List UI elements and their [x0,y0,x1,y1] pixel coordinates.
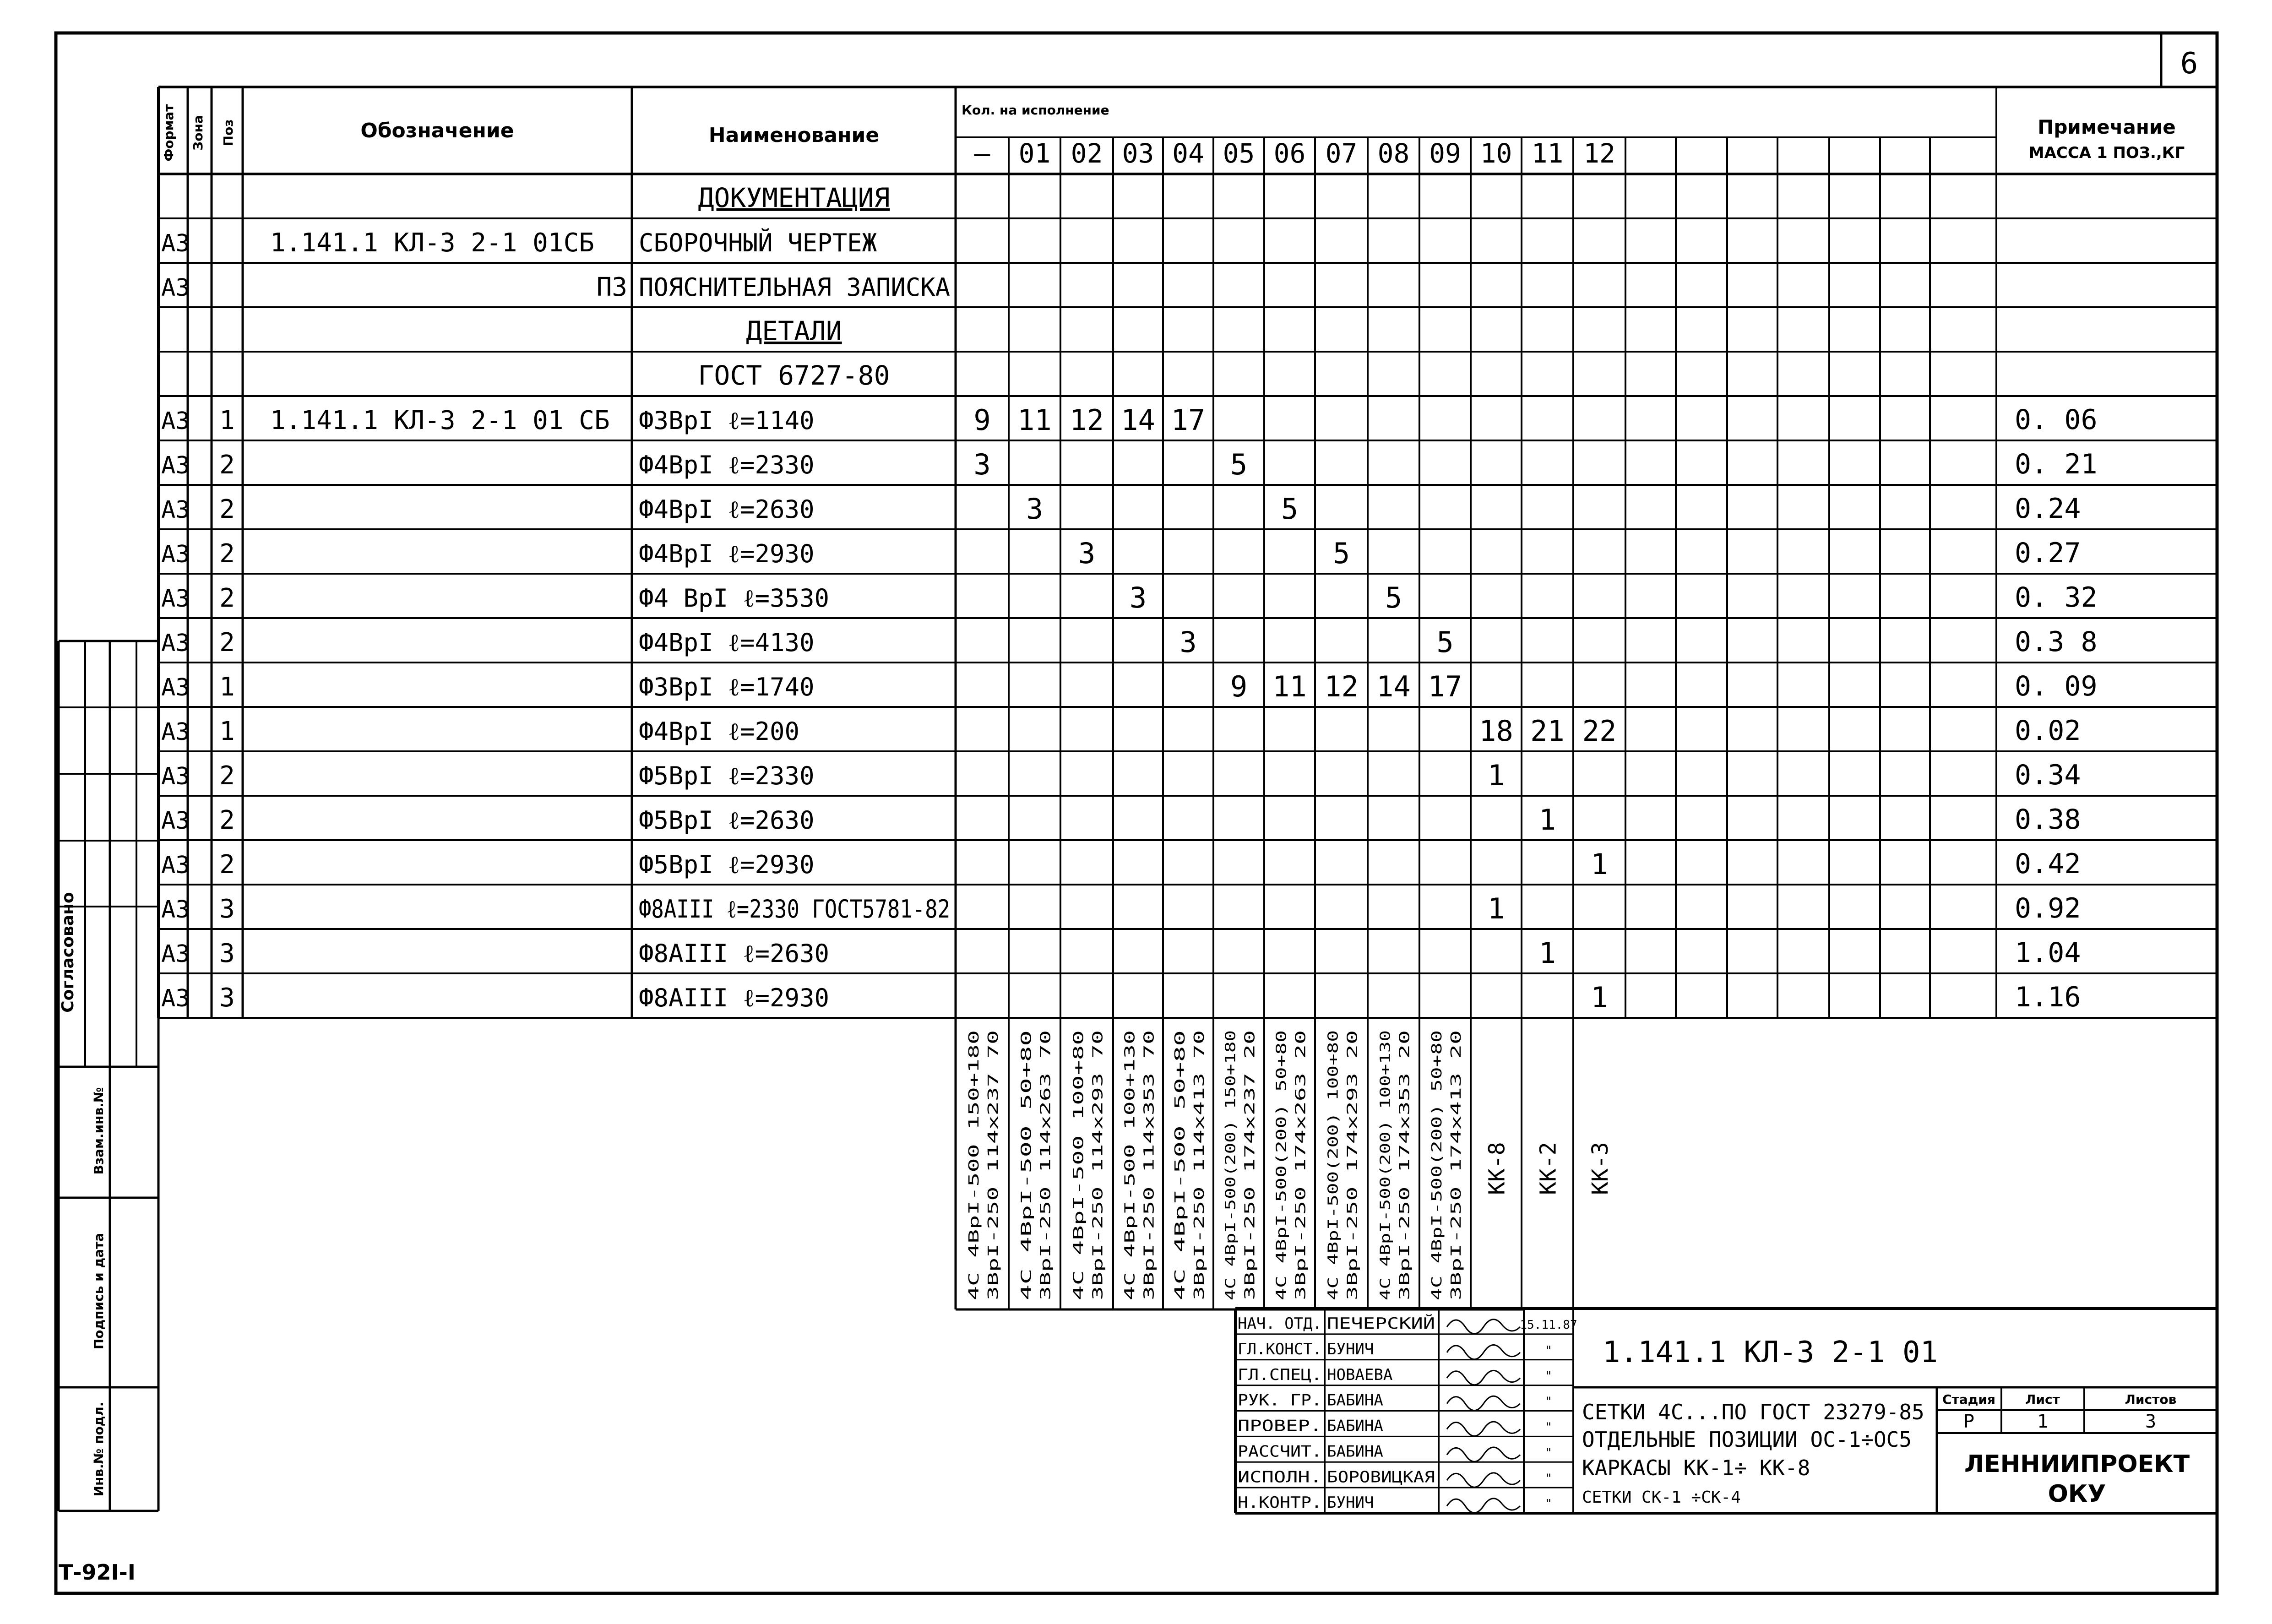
stage-value: Р [1963,1411,1975,1432]
row-name: Ф4ВрI ℓ=4130 [639,628,815,657]
row-qty: 1 [1591,981,1608,1014]
row-name: Ф4ВрI ℓ=200 [639,717,799,746]
row-note: 0.92 [2015,892,2081,924]
row-pos: 3 [219,939,235,968]
organization-name: ЛЕННИИПРОЕКТ [1964,1450,2190,1478]
sheet-number: 6 [2180,47,2198,81]
variant-label-name: КК-2 [1535,1142,1561,1195]
header-zone: Зона [190,115,206,151]
row-qty: 3 [1026,492,1044,526]
row-qty: 22 [1582,714,1617,748]
signature-name: БОРОВИЦКАЯ [1327,1468,1435,1487]
variant-label-line2: 3ВрI-250 174x237 20 [1242,1143,1258,1300]
row-qty: 9 [973,403,991,437]
row-qty: 1 [1591,847,1608,881]
row-name: Ф8АIII ℓ=2930 [639,983,829,1012]
row-qty: 12 [1070,403,1104,437]
row-qty: 21 [1530,714,1565,748]
row-name: Ф4ВрI ℓ=2630 [639,495,815,524]
row-format: А3 [161,585,190,613]
variant-label-line2: 3ВрI-250 174x353 20 [1397,1143,1413,1300]
variant-label-line2: 3ВрI-250 114x293 70 [1090,1143,1106,1300]
signature-date: " [1545,1420,1552,1434]
row-pos: 2 [219,494,235,524]
signature-scribble [1447,1345,1520,1359]
header-variant-8: 08 [1377,138,1410,169]
signature-scribble [1447,1320,1520,1334]
row-note: 1.04 [2015,937,2081,969]
row-format: А3 [161,230,190,257]
variant-label-line2: 3ВрI-250 114x263 70 [1038,1143,1054,1300]
row-format: А3 [161,940,190,968]
row-format: А3 [161,763,190,790]
header-variant-6: 06 [1273,138,1306,169]
header-format: Формат [161,104,176,162]
header-note-sub: МАССА 1 ПОЗ.,КГ [2028,144,2185,162]
signature-date: 15.11.87 [1520,1318,1577,1332]
side-inv-orig-label: Инв.№ подл. [91,1401,106,1497]
signature-name: НОВАЕВА [1327,1365,1393,1384]
variant-label-line1: 4С 4ВрI-500 150+180 [966,1143,982,1300]
row-format: А3 [161,407,190,435]
drawing-code: Т-92I-I [59,1560,136,1585]
row-designation: 1.141.1 КЛ-3 2-1 01СБ [270,228,595,258]
row-section-title: ГОСТ 6727-80 [698,360,890,391]
row-qty: 5 [1332,537,1350,570]
row-name: Ф8АIII ℓ=2330 ГОСТ5781-82 [639,895,950,923]
header-variant-9: 09 [1429,138,1461,169]
variant-label-line2: 3ВрI-250 114x353 70 [1141,1143,1158,1300]
header-variant-1: 01 [1018,138,1051,169]
signature-role: Н.КОНТР. [1238,1494,1322,1512]
signature-role: ГЛ.СПЕЦ. [1238,1365,1322,1384]
row-name: Ф4 ВрI ℓ=3530 [639,584,829,613]
row-pos: 2 [219,761,235,791]
signature-date: " [1545,1369,1552,1383]
row-designation: 1.141.1 КЛ-3 2-1 01 СБ [270,406,610,435]
header-variant-0: — [974,138,990,169]
row-note: 0.24 [2015,493,2081,525]
signature-role: ИСПОЛН. [1238,1468,1322,1487]
row-qty: 3 [1078,537,1096,570]
document-code: 1.141.1 КЛ-3 2-1 01 [1603,1336,1938,1369]
title-line: СЕТКИ СК-1 ÷СК-4 [1582,1488,1741,1507]
signature-name: БУНИЧ [1327,1340,1374,1358]
header-variant-11: 11 [1531,138,1564,169]
row-format: А3 [161,630,190,657]
row-qty: 3 [1129,581,1147,614]
header-variant-12: 12 [1583,138,1615,169]
variant-label-line1: 4С 4ВрI-500 50+80 [1018,1159,1035,1300]
row-format: А3 [161,274,190,302]
row-note: 0. 09 [2015,670,2098,702]
row-designation-code: ПЗ [596,272,627,302]
row-note: 1.16 [2015,981,2081,1013]
variant-label-line1: 4С 4ВрI-500(200) 50+80 [1273,1118,1290,1300]
row-note: 0. 21 [2015,448,2098,480]
row-format: А3 [161,807,190,835]
side-agreed-label: Согласовано [59,892,77,1013]
row-pos: 2 [219,805,235,835]
variant-label-name: КК-3 [1587,1142,1613,1195]
row-format: А3 [161,674,190,701]
side-sign-date-label: Подпись и дата [91,1233,106,1350]
row-format: А3 [161,452,190,479]
row-pos: 1 [219,672,235,702]
row-pos: 2 [219,628,235,657]
sheets-label: Листов [2125,1392,2177,1407]
title-line: КАРКАСЫ КК-1÷ КК-8 [1582,1456,1810,1480]
row-pos: 1 [219,406,235,435]
row-name: ПОЯСНИТЕЛЬНАЯ ЗАПИСКА [639,273,950,302]
row-note: 0.34 [2015,759,2081,791]
variant-label-line2: 3ВрI-250 114x237 70 [985,1143,1001,1300]
signature-role: НАЧ. ОТД. [1238,1314,1322,1333]
row-qty: 1 [1487,892,1505,925]
row-note: 0.27 [2015,537,2081,569]
signature-role: ПРОВЕР. [1238,1417,1322,1435]
variant-label-name: КК-8 [1484,1142,1510,1195]
variant-label-line1: 4С 4ВрI-500 50+80 [1172,1159,1188,1300]
organization-dept: ОКУ [2048,1480,2106,1508]
signature-date: " [1545,1395,1552,1409]
header-note: Примечание [2038,116,2176,138]
row-qty: 3 [1179,625,1197,659]
row-name: Ф3ВрI ℓ=1140 [639,406,815,435]
row-qty: 5 [1436,625,1454,659]
row-pos: 1 [219,717,235,746]
header-variant-3: 03 [1122,138,1154,169]
row-name: Ф5ВрI ℓ=2930 [639,850,815,879]
header-qty-group: Кол. на исполнение [962,103,1109,118]
row-qty: 1 [1487,759,1505,792]
row-pos: 3 [219,983,235,1013]
signature-date: " [1545,1343,1552,1358]
variant-label-line1: 4С 4ВрI-500 100+130 [1122,1143,1138,1300]
variant-label-line2: 3ВрI-250 174x293 20 [1344,1143,1361,1300]
header-designation: Обозначение [360,119,514,142]
row-note: 0.38 [2015,804,2081,836]
row-qty: 3 [973,448,991,481]
row-qty: 5 [1281,492,1299,526]
variant-label-line1: 4С 4ВрI-500(200) 100+80 [1325,1110,1342,1300]
row-qty: 17 [1428,670,1462,703]
title-line: СЕТКИ 4С...ПО ГОСТ 23279-85 [1582,1400,1924,1424]
stage-label: Стадия [1942,1392,1995,1407]
header-name: Наименование [708,124,880,147]
side-swap-inv-label: Взам.инв.№ [91,1087,106,1175]
row-qty: 11 [1272,670,1307,703]
variant-label-line2: 3ВрI-250 114x413 70 [1191,1143,1207,1300]
variant-label-line1: 4С 4ВрI-500(200) 150+180 [1223,1102,1239,1300]
header-variant-7: 07 [1325,138,1358,169]
row-format: А3 [161,852,190,879]
row-qty: 14 [1121,403,1155,437]
signature-date: " [1545,1446,1552,1460]
row-qty: 12 [1324,670,1359,703]
signature-scribble [1447,1370,1520,1385]
row-qty: 17 [1171,403,1206,437]
signature-name: ПЕЧЕРСКИЙ [1327,1314,1412,1333]
row-pos: 2 [219,583,235,613]
header-variant-2: 02 [1071,138,1103,169]
signature-role: ГЛ.КОНСТ. [1238,1340,1322,1358]
signature-name: БАБИНА [1327,1417,1383,1435]
header-pos: Поз [221,119,236,147]
row-pos: 2 [219,450,235,480]
row-section-title: ДОКУМЕНТАЦИЯ [698,182,890,213]
signature-role: РАССЧИТ. [1238,1442,1322,1461]
row-format: А3 [161,718,190,746]
sheet-label: Лист [2025,1392,2060,1407]
row-qty: 11 [1017,403,1052,437]
variant-label-line2: 3ВрI-250 174x413 20 [1448,1143,1464,1300]
signature-scribble [1447,1473,1520,1487]
variant-label-line1: 4С 4ВрI-500 100+80 [1071,1151,1087,1300]
row-name: Ф4ВрI ℓ=2330 [639,451,815,479]
variant-label-line1: 4С 4ВрI-500(200) 50+80 [1429,1118,1445,1300]
row-qty: 1 [1538,803,1556,836]
row-pos: 2 [219,850,235,880]
signature-role: РУК. ГР. [1238,1391,1322,1410]
signature-scribble [1447,1396,1520,1410]
row-section-title: ДЕТАЛИ [746,315,842,347]
row-format: А3 [161,985,190,1012]
row-qty: 1 [1538,936,1556,970]
row-name: СБОРОЧНЫЙ ЧЕРТЕЖ [639,228,877,257]
row-note: 0.42 [2015,848,2081,880]
header-variant-5: 05 [1223,138,1255,169]
header-variant-10: 10 [1480,138,1512,169]
row-name: Ф4ВрI ℓ=2930 [639,539,815,568]
row-name: Ф5ВрI ℓ=2630 [639,806,815,835]
row-name: Ф3ВрI ℓ=1740 [639,673,815,701]
row-name: Ф5ВрI ℓ=2330 [639,761,815,790]
row-qty: 5 [1385,581,1402,614]
title-line: ОТДЕЛЬНЫЕ ПОЗИЦИИ ОС-1÷ОС5 [1582,1427,1912,1452]
row-qty: 9 [1230,670,1248,703]
row-format: А3 [161,896,190,923]
row-name: Ф8АIII ℓ=2630 [639,939,829,968]
signature-date: " [1545,1472,1552,1486]
signature-date: " [1545,1497,1552,1511]
row-note: 0. 06 [2015,404,2098,436]
signature-scribble [1447,1422,1520,1436]
sheets-value: 3 [2145,1411,2157,1432]
signature-name: БУНИЧ [1327,1494,1374,1512]
row-note: 0. 32 [2015,581,2098,614]
header-variant-4: 04 [1172,138,1204,169]
row-format: А3 [161,541,190,568]
row-pos: 3 [219,894,235,924]
signature-name: БАБИНА [1327,1442,1383,1461]
row-qty: 5 [1230,448,1248,481]
sheet-value: 1 [2037,1411,2049,1432]
signature-scribble [1447,1499,1520,1513]
signature-name: БАБИНА [1327,1391,1383,1410]
row-format: А3 [161,496,190,524]
row-note: 0.3 8 [2015,626,2098,658]
row-qty: 18 [1479,714,1513,748]
variant-label-line1: 4С 4ВрI-500(200) 100+130 [1377,1102,1394,1300]
variant-label-line2: 3ВрI-250 174x263 20 [1293,1143,1309,1300]
row-note: 0.02 [2015,715,2081,747]
row-pos: 2 [219,539,235,569]
row-qty: 14 [1376,670,1411,703]
signature-scribble [1447,1447,1520,1461]
